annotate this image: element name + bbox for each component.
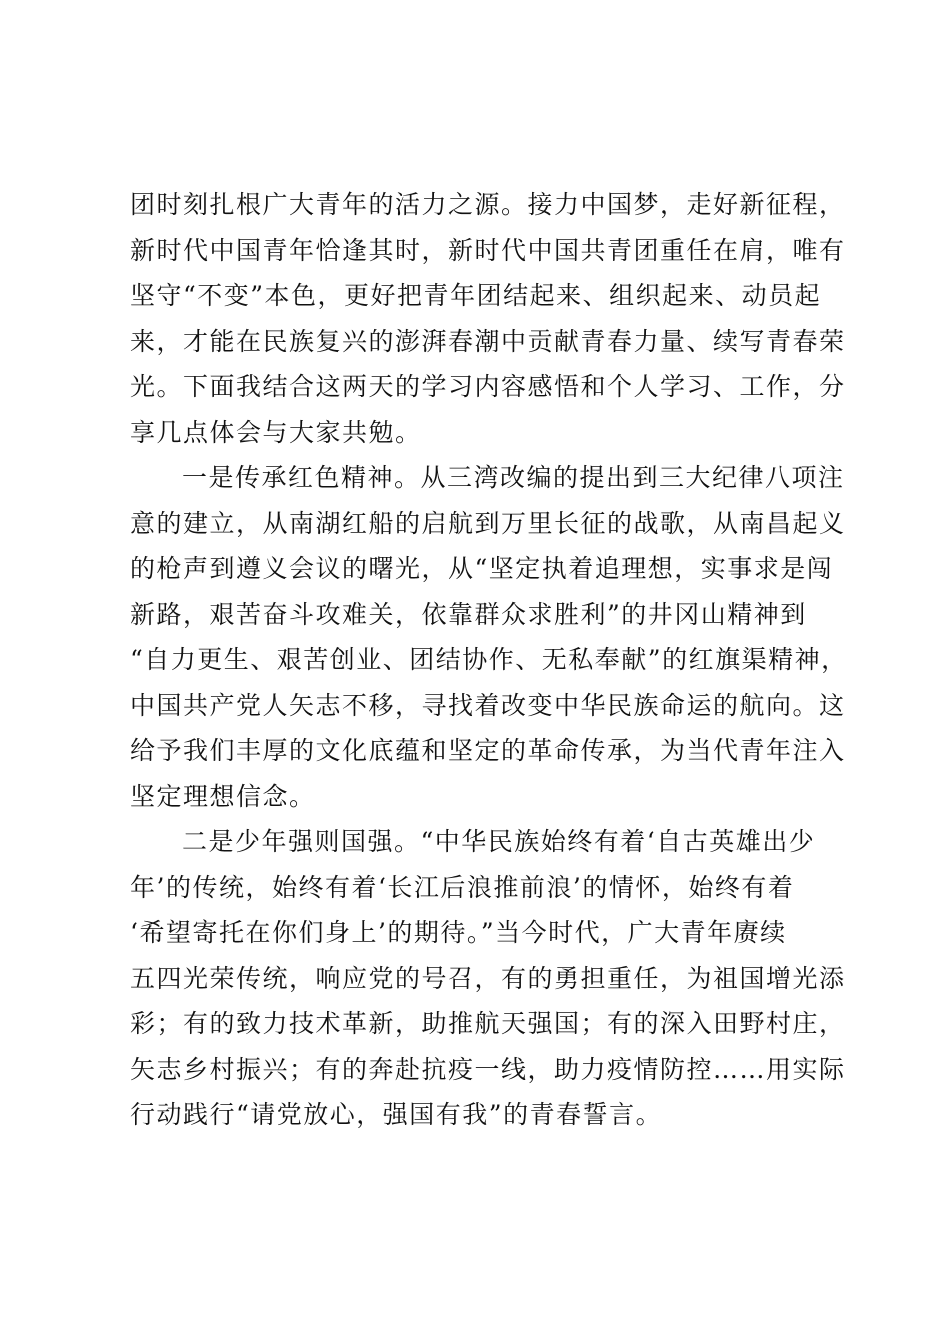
text-line: “自力更生、艰苦创业、团结协作、无私奉献”的红旗渠精神， <box>130 645 848 674</box>
text-line: 的枪声到遵义会议的曙光，从“坚定执着追理想，实事求是闯 <box>130 554 834 583</box>
text-line: 享几点体会与大家共勉。 <box>130 417 422 447</box>
text-line: ‘希望寄托在你们身上’的期待。”当今时代，广大青年赓续 <box>130 918 787 947</box>
text-line: 二是少年强则国强。“中华民族始终有着‘自古英雄出少 <box>182 827 816 856</box>
text-line: 新路，艰苦奋斗攻难关，依靠群众求胜利”的井冈山精神到 <box>130 599 807 629</box>
text-line: 中国共产党人矢志不移，寻找着改变中华民族命运的航向。这 <box>130 690 846 720</box>
text-line: 五四光荣传统，响应党的号召，有的勇担重任，为祖国增光添 <box>130 963 846 993</box>
text-line: 给予我们丰厚的文化底蕴和坚定的革命传承，为当代青年注入 <box>130 736 846 765</box>
document-body <box>130 182 848 1138</box>
paragraph-red-spirit <box>130 455 848 819</box>
paragraph-continuation <box>130 182 846 455</box>
text-line: 矢志乡村振兴；有的奔赴抗疫一线，助力疫情防控……用实际 <box>130 1054 846 1084</box>
text-line: 坚定理想信念。 <box>130 781 316 811</box>
text-line: 彩；有的致力技术革新，助推航天强国；有的深入田野村庄， <box>130 1009 846 1038</box>
paragraph-youth-strong <box>130 819 846 1138</box>
text-line: 团时刻扎根广大青年的活力之源。接力中国梦，走好新征程， <box>130 190 846 219</box>
text-line: 坚守“不变”本色，更好把青年团结起来、组织起来、动员起 <box>130 281 822 310</box>
text-line: 新时代中国青年恰逢其时，新时代中国共青团重任在肩，唯有 <box>130 235 846 265</box>
text-line: 光。下面我结合这两天的学习内容感悟和个人学习、工作，分 <box>130 372 846 401</box>
text-line: 年’的传统，始终有着‘长江后浪推前浪’的情怀，始终有着 <box>130 872 795 902</box>
text-line: 行动践行“请党放心，强国有我”的青春誓言。 <box>130 1100 663 1129</box>
text-line: 来，才能在民族复兴的澎湃春潮中贡献青春力量、续写青春荣 <box>130 326 846 356</box>
text-line: 意的建立，从南湖红船的启航到万里长征的战歌，从南昌起义 <box>130 508 846 538</box>
text-line: 一是传承红色精神。从三湾改编的提出到三大纪律八项注 <box>182 463 845 492</box>
